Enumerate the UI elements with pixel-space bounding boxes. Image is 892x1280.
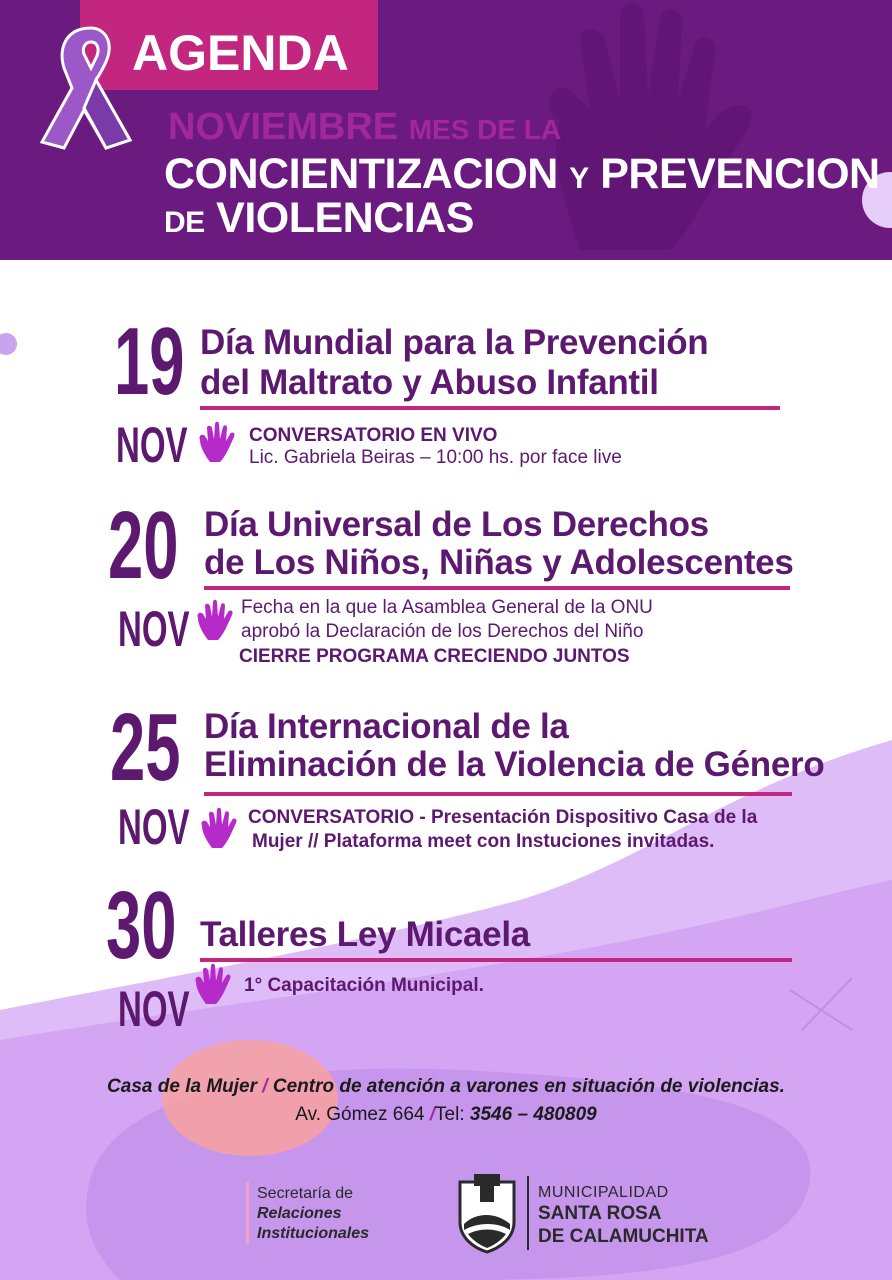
event-detail: Fecha en la que la Asamblea General de la ONU bbox=[241, 597, 653, 618]
secretaria-line: Secretaría de bbox=[257, 1185, 354, 1202]
header-title-line-2 bbox=[164, 194, 474, 243]
ribbon-icon bbox=[36, 24, 146, 158]
tel-number: 3546 – 480809 bbox=[469, 1104, 597, 1125]
muni-line: SANTA ROSA bbox=[538, 1203, 662, 1224]
centro-text: Centro de atención a varones en situación de violencias. bbox=[272, 1076, 785, 1097]
y-text: Y bbox=[569, 162, 589, 195]
tel-label: Tel: bbox=[435, 1104, 465, 1125]
event-detail: CIERRE PROGRAMA CRECIENDO JUNTOS bbox=[239, 646, 630, 667]
separator-slash: / bbox=[429, 1104, 436, 1125]
peach-blob bbox=[162, 1040, 338, 1156]
hand-icon bbox=[198, 806, 240, 850]
event-title-line: Día Internacional de la bbox=[204, 707, 569, 746]
hand-icon bbox=[196, 420, 238, 464]
event-month: NOV bbox=[118, 799, 190, 855]
secretaria-line: Institucionales bbox=[257, 1225, 370, 1242]
deco-circle-left bbox=[0, 333, 17, 355]
prevencion-text: PREVENCION bbox=[600, 150, 880, 198]
muni-line: MUNICIPALIDAD bbox=[538, 1184, 669, 1201]
secretaria-bar bbox=[246, 1182, 249, 1244]
event-title-line: Eliminación de la Violencia de Género bbox=[204, 745, 825, 784]
event-month: NOV bbox=[118, 981, 190, 1037]
event-detail: aprobó la Declaración de los Derechos del Niño bbox=[241, 621, 644, 642]
event-title-line: Día Mundial para la Prevención bbox=[200, 323, 709, 362]
secretaria-logo bbox=[257, 1184, 369, 1244]
header-subtitle bbox=[168, 106, 561, 149]
event-detail: Mujer // Plataforma meet con Instuciones invitadas. bbox=[252, 831, 715, 852]
de-text: DE bbox=[164, 206, 205, 239]
event-day: 30 bbox=[106, 872, 177, 979]
footer-institutions bbox=[0, 1076, 892, 1098]
event-day: 20 bbox=[108, 492, 179, 599]
concientizacion-text: CONCIENTIZACION bbox=[164, 150, 558, 198]
secretaria-line: Relaciones bbox=[257, 1205, 342, 1222]
event-detail: Lic. Gabriela Beiras – 10:00 hs. por face live bbox=[249, 447, 622, 468]
muni-line: DE CALAMUCHITA bbox=[538, 1226, 709, 1247]
event-divider bbox=[204, 792, 792, 796]
municipalidad-logo bbox=[538, 1183, 709, 1248]
event-detail: CONVERSATORIO - Presentación Dispositivo Casa de la bbox=[248, 807, 758, 828]
separator-slash: / bbox=[262, 1076, 268, 1097]
agenda-heading: AGENDA bbox=[132, 25, 349, 81]
header-banner bbox=[0, 0, 892, 260]
casa-de-la-mujer-text: Casa de la Mujer bbox=[107, 1076, 257, 1097]
event-title-line: del Maltrato y Abuso Infantil bbox=[200, 363, 659, 402]
municipal-shield-icon bbox=[454, 1172, 520, 1254]
event-day: 25 bbox=[110, 694, 181, 801]
violencias-text: VIOLENCIAS bbox=[216, 194, 474, 242]
header-title-line-1 bbox=[164, 150, 880, 199]
event-title-line: Día Universal de Los Derechos bbox=[204, 505, 709, 544]
event-month: NOV bbox=[116, 417, 188, 473]
footer-contact bbox=[0, 1104, 892, 1126]
event-month: NOV bbox=[118, 601, 190, 657]
address-text: Av. Gómez 664 bbox=[295, 1104, 425, 1125]
event-detail: CONVERSATORIO EN VIVO bbox=[249, 425, 498, 446]
muni-divider bbox=[527, 1176, 529, 1250]
event-title-line: de Los Niños, Niñas y Adolescentes bbox=[204, 543, 794, 582]
event-divider bbox=[200, 958, 792, 962]
noviembre-text: NOVIEMBRE bbox=[168, 106, 399, 148]
hand-icon bbox=[194, 598, 236, 642]
event-title-line: Talleres Ley Micaela bbox=[200, 915, 530, 954]
event-detail: 1° Capacitación Municipal. bbox=[244, 975, 484, 996]
event-divider bbox=[200, 406, 780, 410]
event-divider bbox=[204, 586, 790, 590]
event-day: 19 bbox=[114, 308, 185, 415]
mes-de-la-text: MES DE LA bbox=[408, 114, 562, 145]
hand-icon bbox=[192, 962, 234, 1006]
